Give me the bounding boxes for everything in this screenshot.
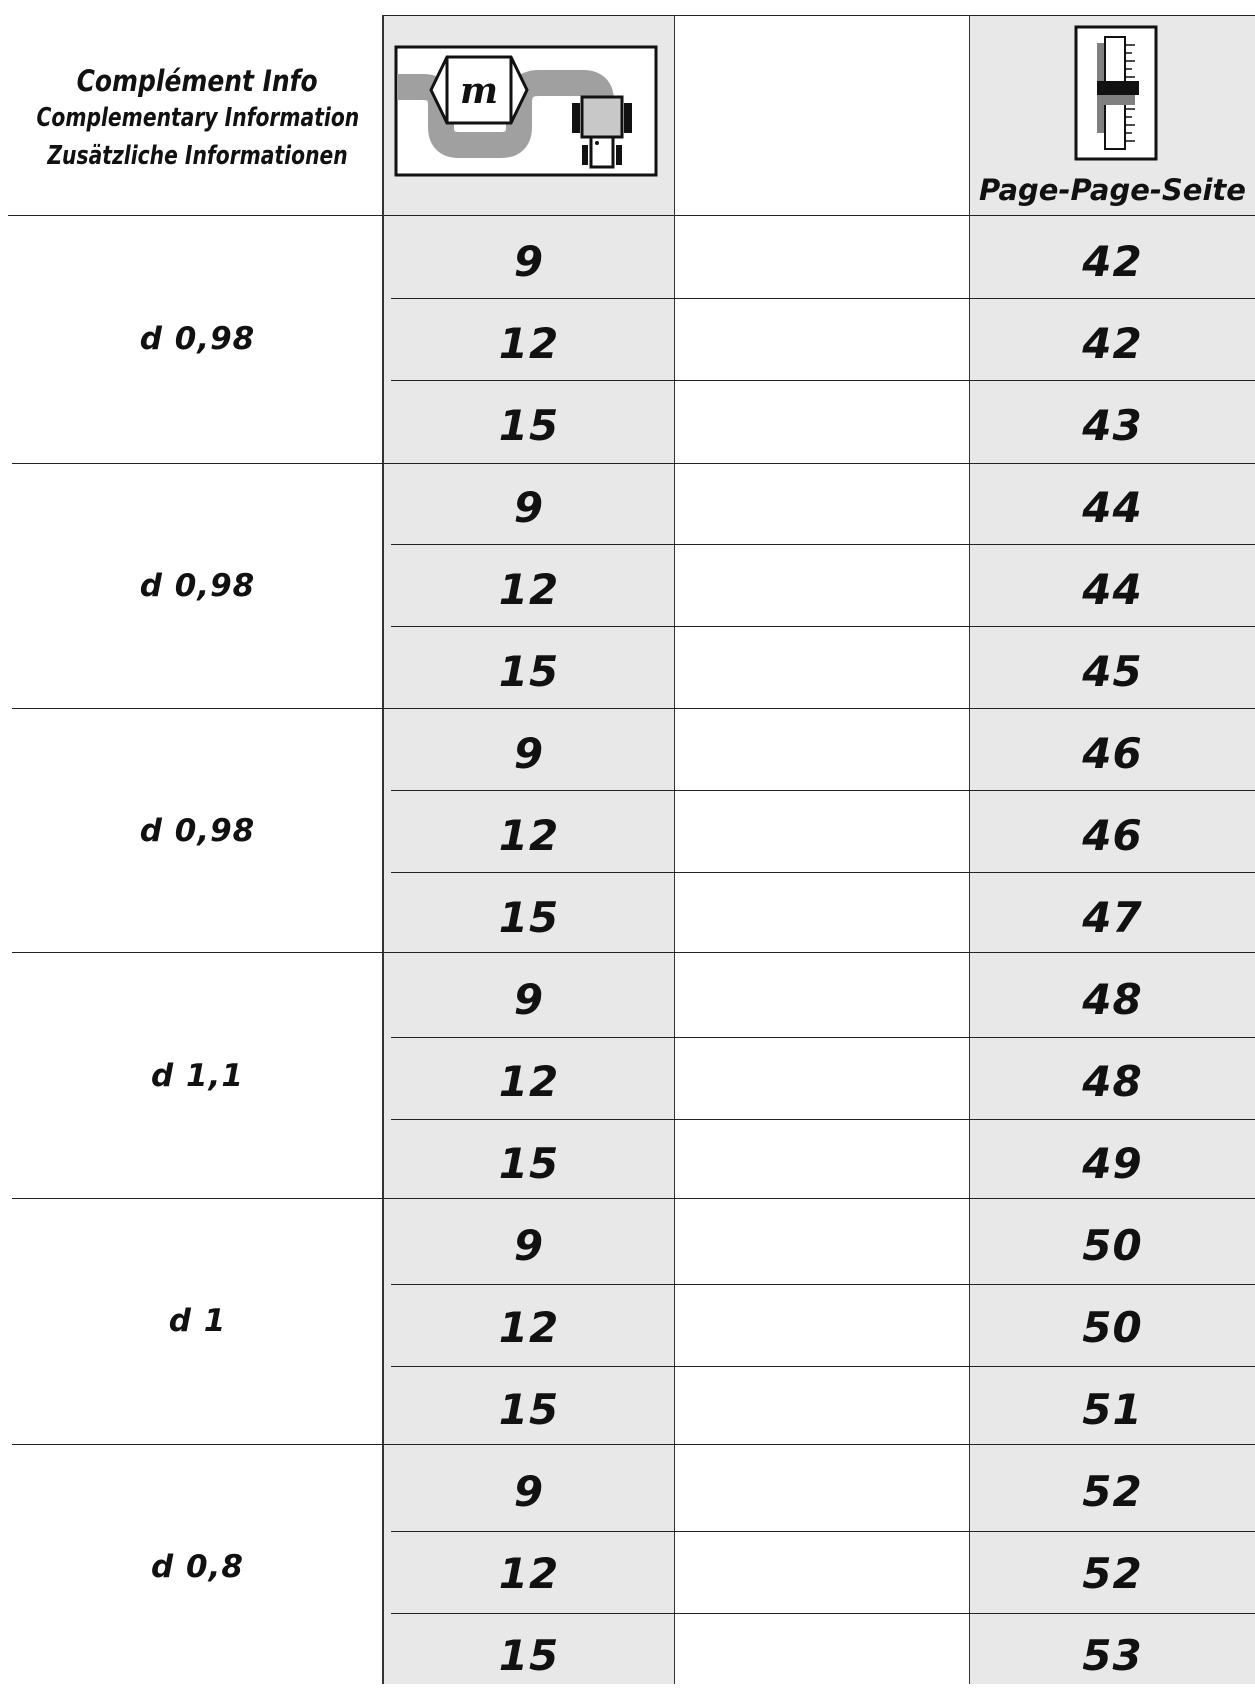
width-value: 12	[498, 810, 560, 860]
page-number: 51	[1082, 1384, 1143, 1434]
width-value: 9	[513, 1220, 545, 1270]
working-width-icon	[383, 15, 675, 215]
header-info-german: Zusätzliche Informationen	[47, 141, 348, 171]
group-label: d 0,98	[139, 567, 256, 604]
page-number: 45	[1082, 646, 1143, 696]
width-value: 15	[498, 646, 560, 696]
width-value: 15	[498, 1384, 560, 1434]
header-width-icon-cell	[383, 15, 675, 215]
header-info-cell	[12, 15, 383, 215]
width-value: 9	[513, 974, 545, 1024]
top-border	[383, 15, 1255, 16]
page-number: 48	[1082, 1056, 1143, 1106]
group-label: d 0,98	[139, 320, 256, 357]
page-number: 48	[1082, 974, 1143, 1024]
header-page-cell	[970, 15, 1255, 215]
page-gauge-icon	[970, 15, 1255, 165]
group-label: d 0,98	[139, 812, 256, 849]
width-value: 15	[498, 1138, 560, 1188]
group-label: d 1,1	[151, 1057, 244, 1094]
width-value: 15	[498, 1630, 560, 1680]
page-number: 44	[1082, 564, 1143, 614]
group-label: d 1	[168, 1302, 227, 1339]
page-number: 42	[1082, 318, 1143, 368]
width-value: 15	[498, 400, 560, 450]
width-value: 12	[498, 318, 560, 368]
width-value: 9	[513, 728, 545, 778]
width-value: 9	[513, 1466, 545, 1516]
width-value: 15	[498, 892, 560, 942]
page-number: 43	[1082, 400, 1143, 450]
width-value: 9	[513, 482, 545, 532]
page-number: 46	[1082, 728, 1143, 778]
page-number: 50	[1082, 1220, 1143, 1270]
page-number: 50	[1082, 1302, 1143, 1352]
header-info-english: Complementary Information	[36, 103, 359, 133]
page-number: 46	[1082, 810, 1143, 860]
width-icon-letter: m	[459, 70, 499, 112]
width-value: 12	[498, 564, 560, 614]
page-number: 47	[1082, 892, 1143, 942]
header-page-label: Page-Page-Seite	[979, 173, 1246, 207]
group-label: d 0,8	[151, 1548, 244, 1585]
header-info-french: Complément Info	[76, 64, 319, 98]
page-number: 49	[1082, 1138, 1143, 1188]
page-number: 44	[1082, 482, 1143, 532]
page-number: 52	[1082, 1466, 1143, 1516]
header-blank-cell	[675, 15, 970, 215]
page-number: 52	[1082, 1548, 1143, 1598]
width-value: 12	[498, 1548, 560, 1598]
width-value: 12	[498, 1302, 560, 1352]
width-value: 9	[513, 236, 545, 286]
width-value: 12	[498, 1056, 560, 1106]
page-number: 42	[1082, 236, 1143, 286]
page-number: 53	[1082, 1630, 1143, 1680]
